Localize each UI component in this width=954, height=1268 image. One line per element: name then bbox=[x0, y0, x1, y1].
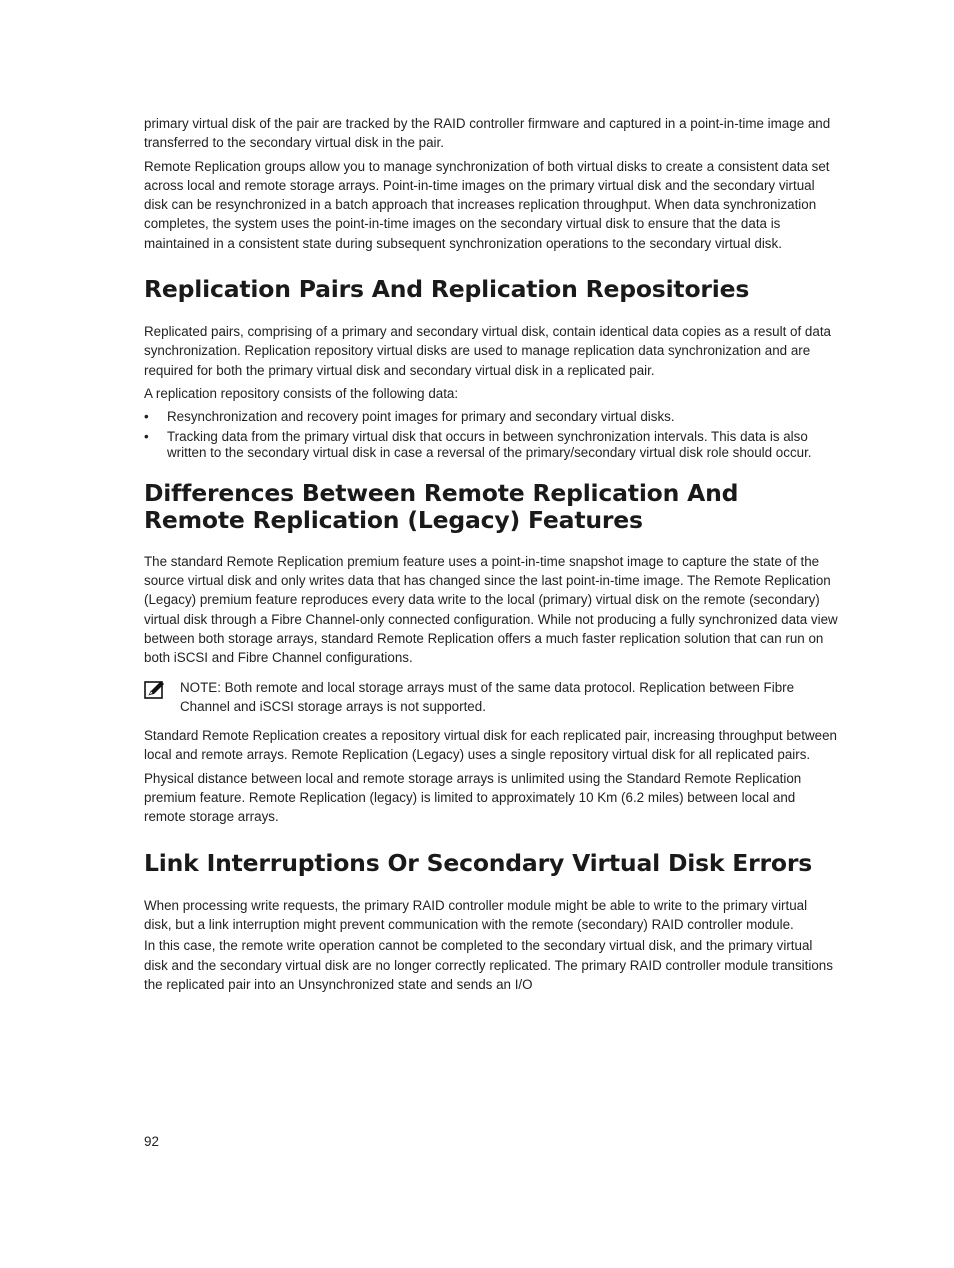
section2-paragraph-1: The standard Remote Replication premium feature uses a point-in-time snapshot image to capture the state of the source virtual disk and only writes data that has changed since the last point-in-time image. The Remote Replication (Legacy) premium feature reproduces every data write to the local (primary) virtual disk on the remote (secondary) virtual disk through a Fibre Channel-only connected configuration. While not producing a fully synchronized data view between both storage arrays, standard Remote Replication offers a much faster replication solution that can run on both iSCSI and Fibre Channel configurations. bbox=[144, 553, 838, 666]
section-heading-replication-pairs: Replication Pairs And Replication Repositories bbox=[144, 275, 750, 304]
section1-paragraph-1: Replicated pairs, comprising of a primary and secondary virtual disk, contain identical data copies as a result of data synchronization. Replication repository virtual disks are used to manage replication data synchronization and are required for both the primary virtual disk and secondary virtual disk in a replicated pair. bbox=[144, 324, 831, 378]
bullet-glyph: • bbox=[144, 409, 149, 425]
page-content bbox=[144, 114, 838, 994]
section2-paragraph-2: Standard Remote Replication creates a repository virtual disk for each replicated pair, increasing throughput between local and remote arrays. Remote Replication (Legacy) uses a single repository virtual disk for all replicated pairs. bbox=[144, 728, 837, 763]
note-box bbox=[144, 678, 838, 717]
list-item bbox=[144, 429, 838, 462]
intro-paragraph-2: Remote Replication groups allow you to manage synchronization of both virtual disks to create a consistent data set across local and remote storage arrays. Point-in-time images on the primary virtual disk and the secondary virtual disk can be resynchronized in a batch approach that increases replication throughput. When data synchronization completes, the system uses the point-in-time images on the secondary virtual disk to ensure that the data is maintained in a consistent state during subsequent synchronization operations to the secondary virtual disk. bbox=[144, 158, 830, 251]
repository-data-list bbox=[144, 409, 838, 462]
section-heading-link-interruptions: Link Interruptions Or Secondary Virtual Disk Errors bbox=[144, 848, 813, 877]
section3-paragraph-1: When processing write requests, the primary RAID controller module might be able to write to the primary virtual disk, but a link interruption might prevent communication with the remote (secondary) RAID controller module. bbox=[144, 897, 808, 932]
intro-paragraph-1: primary virtual disk of the pair are tracked by the RAID controller firmware and captured in a point-in-time image and transferred to the secondary virtual disk in the pair. bbox=[144, 116, 831, 151]
note-label: NOTE: bbox=[180, 679, 221, 695]
list-item-text: Resynchronization and recovery point images for primary and secondary virtual disks. bbox=[167, 409, 675, 425]
section-heading-differences: Differences Between Remote Replication And Remote Replication (Legacy) Features bbox=[144, 478, 739, 534]
page-number: 92 bbox=[144, 1134, 159, 1149]
list-item bbox=[144, 409, 838, 426]
section1-paragraph-2: A replication repository consists of the following data: bbox=[144, 385, 459, 401]
note-content bbox=[180, 678, 838, 717]
section3-paragraph-2: In this case, the remote write operation cannot be completed to the secondary virtual disk, and the primary virtual disk and the secondary virtual disk are no longer correctly replicated. The primary RAID controller module transitions the replicated pair into an Unsynchronized state and sends an I/O bbox=[144, 938, 833, 992]
note-text: Both remote and local storage arrays must of the same data protocol. Replication between Fibre Channel and iSCSI storage arrays is not supported. bbox=[180, 679, 795, 714]
section2-paragraph-3: Physical distance between local and remote storage arrays is unlimited using the Standard Remote Replication premium feature. Remote Replication (legacy) is limited to approximately 10 Km (6.2 miles) between local and remote storage arrays. bbox=[144, 770, 802, 825]
pencil-note-icon bbox=[144, 680, 166, 700]
list-item-text: Tracking data from the primary virtual disk that occurs in between synchronization intervals. This data is also written to the secondary virtual disk in case a reversal of the primary/secondary virtual disk role should occur. bbox=[167, 428, 812, 461]
bullet-glyph: • bbox=[144, 428, 149, 444]
